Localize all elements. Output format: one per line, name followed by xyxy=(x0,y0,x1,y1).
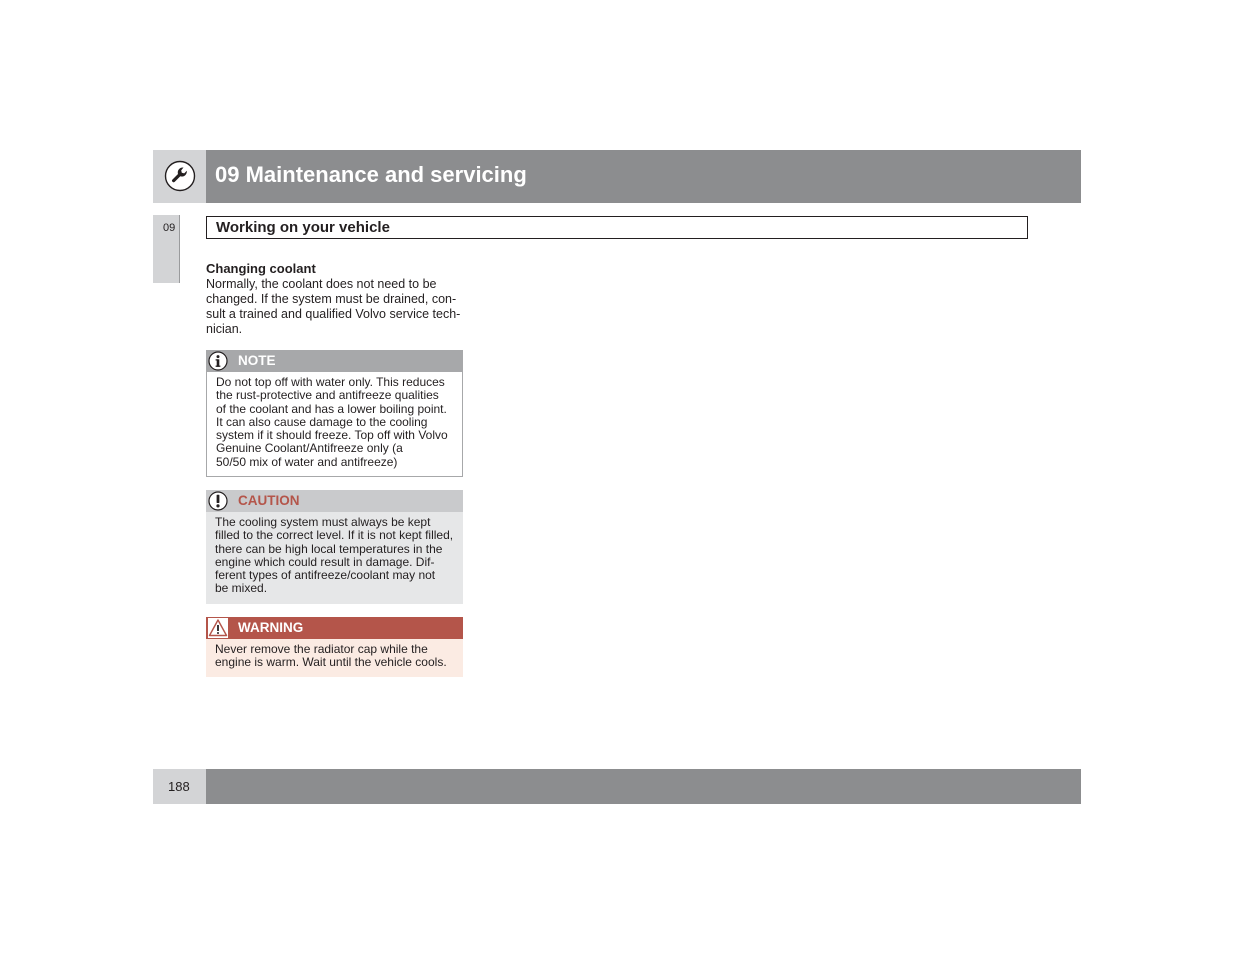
caution-box xyxy=(206,490,463,604)
subheading: Changing coolant xyxy=(206,261,316,276)
note-line: of the coolant and has a lower boiling point. xyxy=(216,401,447,416)
info-icon xyxy=(208,351,228,371)
chapter-tab-number: 09 xyxy=(163,222,176,234)
caution-text xyxy=(206,512,463,596)
page-number-box xyxy=(153,769,206,804)
caution-line: be mixed. xyxy=(215,581,268,596)
paragraph-line: changed. If the system must be drained, con- xyxy=(206,292,457,306)
caution-line: filled to the correct level. If it is not kept filled, xyxy=(215,528,454,543)
note-line: 50/50 mix of water and antifreeze) xyxy=(216,454,398,469)
warning-line: engine is warm. Wait until the vehicle cools. xyxy=(215,655,447,670)
chapter-side-tab xyxy=(153,215,180,283)
section-title: Working on your vehicle xyxy=(216,219,390,236)
paragraph-line: sult a trained and qualified Volvo service tech- xyxy=(206,307,461,321)
warning-triangle-icon xyxy=(208,618,228,638)
exclamation-icon xyxy=(208,491,228,511)
warning-label: WARNING xyxy=(238,620,304,635)
paragraph-line: nician. xyxy=(206,322,243,336)
caution-line: there can be high local temperatures in the xyxy=(215,541,443,556)
caution-line: ferent types of antifreeze/coolant may not xyxy=(215,568,436,583)
page-number: 188 xyxy=(168,779,190,794)
note-line: Genuine Coolant/Antifreeze only (a xyxy=(216,441,403,456)
chapter-header-bar xyxy=(206,150,1081,203)
caution-line: engine which could result in damage. Dif- xyxy=(215,554,435,569)
note-line: system if it should freeze. Top off with Volvo xyxy=(216,428,448,443)
note-text xyxy=(207,372,462,469)
section-header xyxy=(206,216,1028,239)
warning-line: Never remove the radiator cap while the xyxy=(215,642,428,656)
paragraph-line: Normally, the coolant does not need to be xyxy=(206,277,437,291)
intro-paragraph xyxy=(206,277,463,337)
note-box xyxy=(206,350,463,477)
content-column xyxy=(206,261,463,276)
caution-line: The cooling system must always be kept xyxy=(215,515,431,529)
chapter-title: 09 Maintenance and servicing xyxy=(215,162,527,187)
caution-label: CAUTION xyxy=(238,493,300,508)
note-line: It can also cause damage to the cooling xyxy=(216,414,428,429)
footer-bar xyxy=(206,769,1081,804)
note-header xyxy=(206,350,463,372)
wrench-icon xyxy=(164,160,196,192)
note-line: Do not top off with water only. This reduces xyxy=(216,375,445,389)
warning-header xyxy=(206,617,463,639)
caution-header xyxy=(206,490,463,512)
warning-box xyxy=(206,617,463,677)
warning-text xyxy=(206,639,463,670)
chapter-icon-box xyxy=(153,150,206,203)
note-label: NOTE xyxy=(238,353,276,368)
note-line: the rust-protective and antifreeze qualities xyxy=(216,388,439,403)
